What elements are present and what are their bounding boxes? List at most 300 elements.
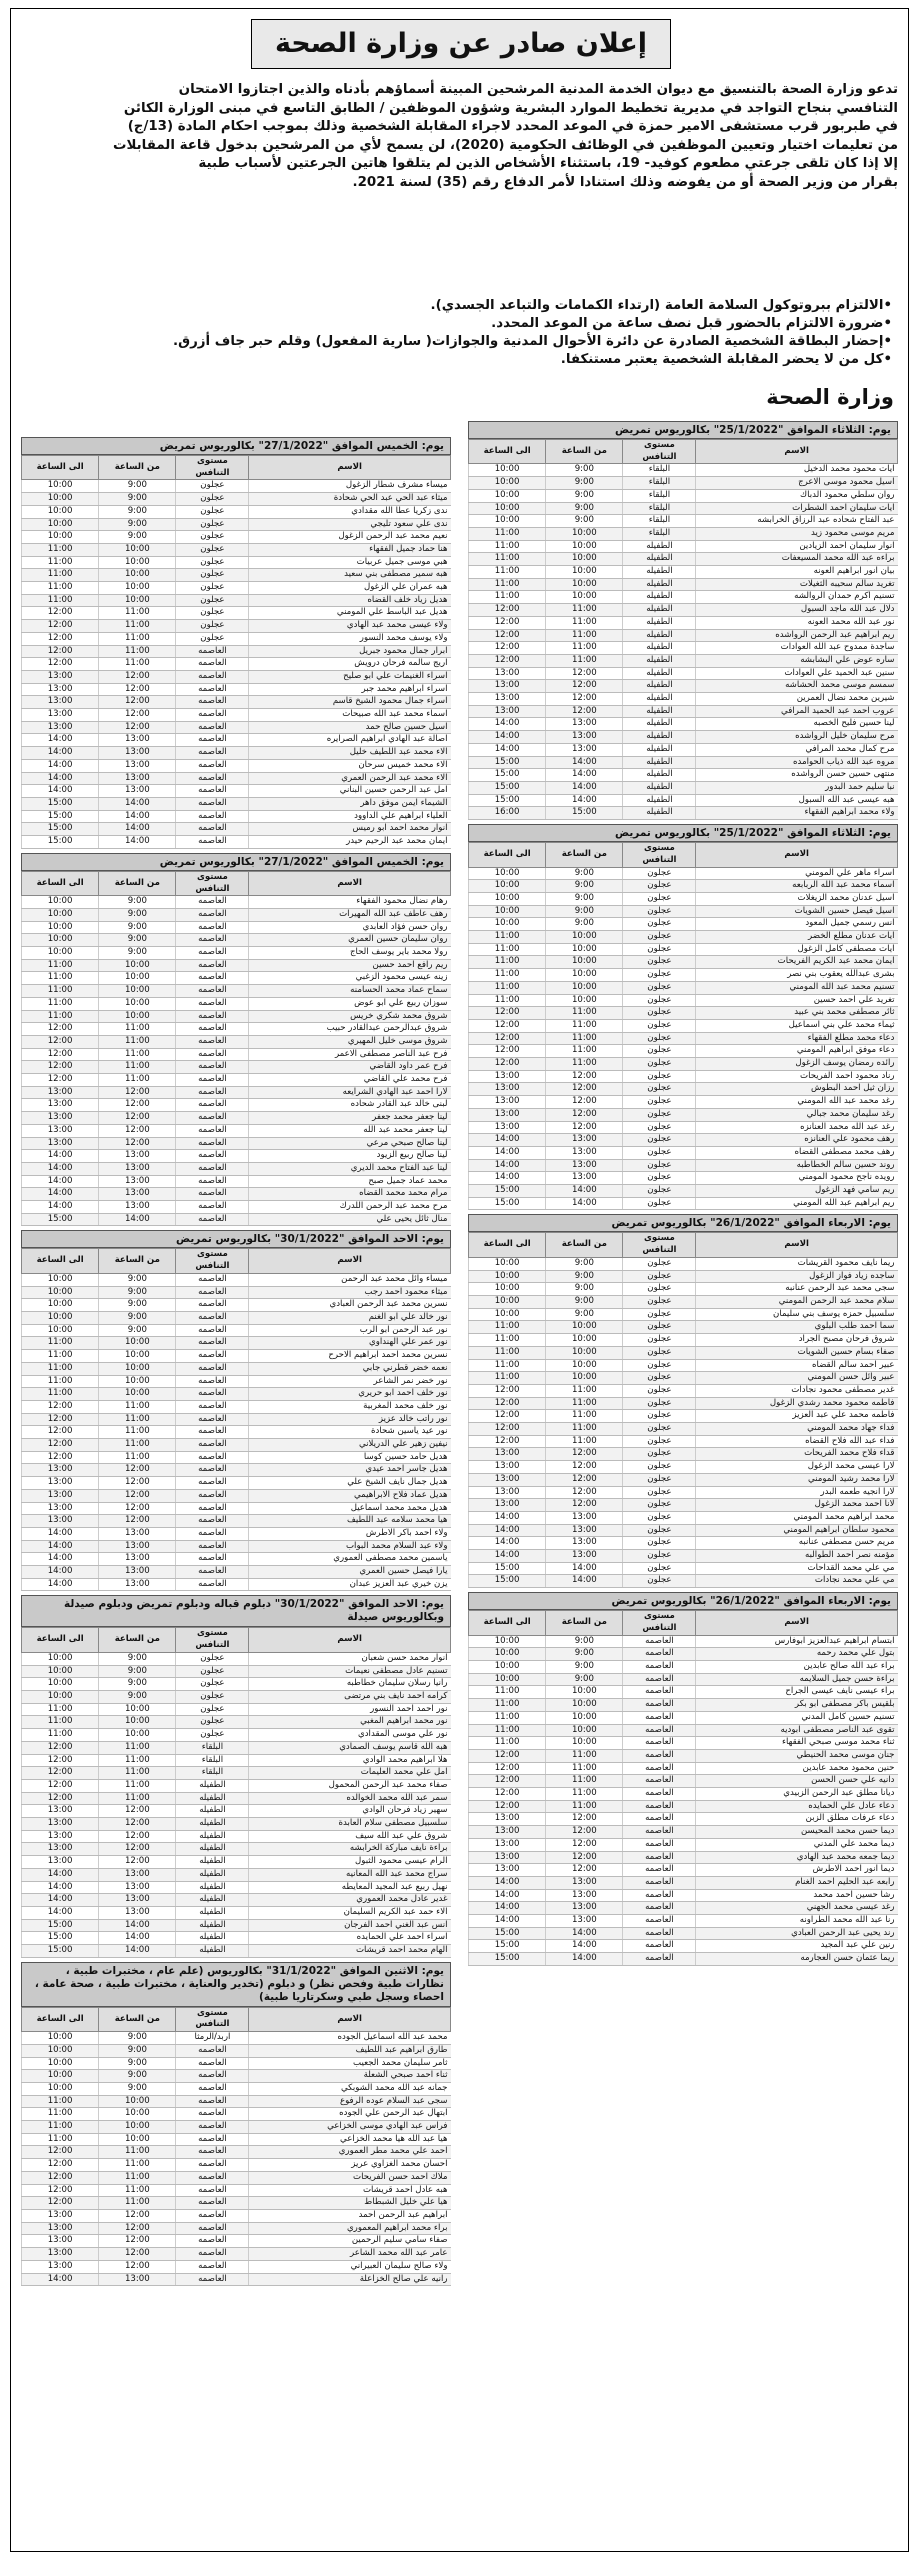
competition-level: العاصمه — [176, 2235, 249, 2248]
candidate-name: مرح كمال محمد المرافي — [696, 743, 898, 756]
candidate-name: رهف عاطف عبد الله المهيرات — [249, 908, 451, 921]
end-time: 14:00 — [22, 1162, 99, 1175]
end-time: 10:00 — [22, 908, 99, 921]
end-time: 12:00 — [22, 2159, 99, 2172]
competition-level: الطفيله — [176, 1830, 249, 1843]
end-time: 11:00 — [22, 1362, 99, 1375]
intro-line: التنافسي بنجاح التواجد في مديرية تخطيط الموارد البشرية وشؤون الموظفين / الطابق التاسع في مبنى الوزارة الكائن — [123, 100, 898, 116]
candidate-name: نور عبد الله محمد العونه — [696, 616, 898, 629]
candidate-name: براءة نايف مباركة الخرابشه — [249, 1843, 451, 1856]
end-time: 15:00 — [22, 1932, 99, 1945]
competition-level: العاصمه — [176, 2222, 249, 2235]
start-time: 9:00 — [99, 2032, 176, 2045]
start-time: 14:00 — [99, 797, 176, 810]
end-time: 11:00 — [22, 985, 99, 998]
competition-level: العاصمه — [623, 1915, 696, 1928]
candidate-name: دعاء عرفات مطلق الزبن — [696, 1813, 898, 1826]
competition-level: العاصمه — [176, 772, 249, 785]
candidate-name: يارا فيصل حسين العمري — [249, 1566, 451, 1579]
table-row — [469, 1737, 898, 1750]
competition-level: الطفيله — [623, 667, 696, 680]
end-time: 15:00 — [22, 797, 99, 810]
competition-level: العاصمه — [176, 2108, 249, 2121]
table-row — [22, 696, 451, 709]
competition-level: العاصمه — [176, 1515, 249, 1528]
competition-level: العاصمه — [176, 747, 249, 760]
table-row — [469, 1334, 898, 1347]
end-time: 11:00 — [469, 969, 546, 982]
end-time: 12:00 — [469, 1788, 546, 1801]
table-row — [469, 1902, 898, 1915]
start-time: 9:00 — [546, 515, 623, 528]
candidate-name: هبه الله قاسم يوسف الصمادي — [249, 1741, 451, 1754]
end-time: 12:00 — [22, 2171, 99, 2184]
table-row — [22, 1919, 451, 1932]
start-time: 9:00 — [546, 1648, 623, 1661]
column-header-level: مستوى التنافس — [623, 843, 696, 867]
start-time: 11:00 — [99, 1048, 176, 1061]
competition-level: العاصمه — [176, 1553, 249, 1566]
intro-line: بقرار من وزير الصحة أو من يفوضه وذلك استنادا لأمر الدفاع رقم (35) لسنة 2021. — [352, 174, 898, 190]
competition-level: عجلون — [623, 918, 696, 931]
competition-level: الطفيله — [623, 693, 696, 706]
end-time: 12:00 — [22, 645, 99, 658]
start-time: 12:00 — [546, 693, 623, 706]
start-time: 11:00 — [546, 1800, 623, 1813]
table-row — [22, 947, 451, 960]
start-time: 13:00 — [99, 1553, 176, 1566]
end-time: 13:00 — [469, 1851, 546, 1864]
table-row — [22, 2171, 451, 2184]
table-row — [469, 1648, 898, 1661]
end-time: 13:00 — [22, 1124, 99, 1137]
schedule-section — [21, 1962, 451, 2286]
start-time: 11:00 — [99, 2197, 176, 2210]
end-time: 10:00 — [469, 1648, 546, 1661]
end-time: 11:00 — [469, 1724, 546, 1737]
table-row — [469, 1851, 898, 1864]
table-row — [469, 1257, 898, 1270]
end-time: 11:00 — [469, 994, 546, 1007]
competition-level: عجلون — [176, 1729, 249, 1742]
start-time: 10:00 — [99, 556, 176, 569]
end-time: 13:00 — [22, 670, 99, 683]
table-row — [22, 1439, 451, 1452]
competition-level: العاصمه — [176, 1451, 249, 1464]
start-time: 11:00 — [546, 1775, 623, 1788]
competition-level: العاصمه — [176, 1137, 249, 1150]
competition-level: عجلون — [176, 1716, 249, 1729]
end-time: 12:00 — [22, 2146, 99, 2159]
end-time: 12:00 — [22, 2197, 99, 2210]
table-row — [22, 1312, 451, 1325]
competition-level: العاصمه — [176, 1010, 249, 1023]
candidate-name: غدير عادل محمد العموري — [249, 1894, 451, 1907]
candidate-name: نور عبد الرحمن ابو الرب — [249, 1324, 451, 1337]
table-row — [469, 1435, 898, 1448]
end-time: 14:00 — [469, 1172, 546, 1185]
candidate-name: مرح سليمان خليل الرواشده — [696, 731, 898, 744]
table-row — [22, 734, 451, 747]
candidate-name: نور احمد احمد النسور — [249, 1703, 451, 1716]
start-time: 14:00 — [99, 810, 176, 823]
start-time: 14:00 — [546, 1953, 623, 1966]
table-row — [22, 1010, 451, 1023]
section-title: يوم: الاربعاء الموافق "26/1/2022" بكالوريوس تمريض — [468, 1214, 898, 1232]
end-time: 14:00 — [469, 718, 546, 731]
competition-level: العاصمه — [176, 1362, 249, 1375]
start-time: 14:00 — [546, 1197, 623, 1210]
instruction-item: • إحضار البطاقة الشخصية الصادرة عن دائرة الأحوال المدنية والجوازات( سارية المفعول) وقلم حبر جاف أزرق. — [21, 333, 892, 351]
start-time: 12:00 — [546, 1499, 623, 1512]
competition-level: البلقاء — [623, 515, 696, 528]
table-row — [22, 1112, 451, 1125]
end-time: 10:00 — [22, 1652, 99, 1665]
competition-level: العاصمه — [176, 2197, 249, 2210]
candidate-name: ولاء يوسف محمد النسور — [249, 632, 451, 645]
table-row — [22, 569, 451, 582]
start-time: 10:00 — [99, 1375, 176, 1388]
competition-level: العاصمه — [176, 1312, 249, 1325]
candidate-name: لينا حسين فليح الخصبه — [696, 718, 898, 731]
end-time: 12:00 — [469, 616, 546, 629]
candidate-name: ثائر مصطفى محمد بني عبيد — [696, 1007, 898, 1020]
candidate-name: ديما محمد علي المدني — [696, 1838, 898, 1851]
competition-level: العاصمه — [176, 896, 249, 909]
start-time: 14:00 — [546, 1927, 623, 1940]
table-row — [469, 1749, 898, 1762]
start-time: 11:00 — [99, 1035, 176, 1048]
candidate-name: طارق ابراهيم عبد اللطيف — [249, 2044, 451, 2057]
start-time: 13:00 — [546, 1511, 623, 1524]
end-time: 10:00 — [22, 2057, 99, 2070]
end-time: 13:00 — [22, 1856, 99, 1869]
start-time: 10:00 — [99, 1010, 176, 1023]
competition-level: العاصمه — [176, 1099, 249, 1112]
table-row — [22, 480, 451, 493]
start-time: 13:00 — [99, 747, 176, 760]
table-row — [469, 1762, 898, 1775]
start-time: 10:00 — [99, 1362, 176, 1375]
candidate-name: سمسم موسى محمد الحشاشه — [696, 680, 898, 693]
competition-level: العاصمه — [176, 1035, 249, 1048]
end-time: 15:00 — [469, 781, 546, 794]
start-time: 13:00 — [99, 1150, 176, 1163]
start-time: 11:00 — [99, 1767, 176, 1780]
candidate-name: اصالة عبد الهادي ابراهيم الصرايره — [249, 734, 451, 747]
candidate-name: رغد عبد الله محمد العنانزه — [696, 1121, 898, 1134]
candidate-name: قداء فلاح محمد الفريحات — [696, 1448, 898, 1461]
competition-level: العاصمه — [176, 2057, 249, 2070]
column-header-name: الاسم — [249, 871, 451, 895]
column-header-from: من الساعة — [99, 871, 176, 895]
end-time: 12:00 — [469, 1384, 546, 1397]
competition-level: الطفيله — [176, 1779, 249, 1792]
candidate-name: ايمان محمد عبد الرحيم حيدر — [249, 836, 451, 849]
candidate-name: براءة حسن جميل السلايمه — [696, 1673, 898, 1686]
section-title: يوم: الثلاثاء الموافق "25/1/2022" بكالوريوس تمريض — [468, 824, 898, 842]
table-row — [22, 1061, 451, 1074]
start-time: 12:00 — [99, 696, 176, 709]
end-time: 14:00 — [469, 1134, 546, 1147]
end-time: 11:00 — [22, 569, 99, 582]
announcement-page — [10, 8, 909, 2552]
end-time: 14:00 — [22, 1578, 99, 1591]
competition-level: عجلون — [176, 493, 249, 506]
end-time: 10:00 — [469, 464, 546, 477]
competition-level: العاصمه — [176, 1388, 249, 1401]
table-row — [22, 1137, 451, 1150]
start-time: 12:00 — [546, 1864, 623, 1877]
start-time: 14:00 — [99, 823, 176, 836]
competition-level: العاصمه — [176, 759, 249, 772]
competition-level: العاصمه — [176, 1188, 249, 1201]
candidate-name: رغد محمد عبد الله المومني — [696, 1096, 898, 1109]
table-row — [22, 747, 451, 760]
candidate-name: نسرين محمد عبد الرحمن العبادي — [249, 1299, 451, 1312]
start-time: 10:00 — [546, 1711, 623, 1724]
candidate-name: ميثاء عبد الحي عبد الحي شحادة — [249, 493, 451, 506]
end-time: 10:00 — [22, 493, 99, 506]
end-time: 14:00 — [22, 747, 99, 760]
start-time: 10:00 — [99, 543, 176, 556]
start-time: 10:00 — [546, 994, 623, 1007]
end-time: 12:00 — [22, 607, 99, 620]
start-time: 10:00 — [546, 1686, 623, 1699]
start-time: 9:00 — [99, 1312, 176, 1325]
competition-level: الطفيله — [623, 705, 696, 718]
column-header-to: الى الساعة — [22, 1628, 99, 1652]
competition-level: العاصمه — [176, 1350, 249, 1363]
table-row — [22, 810, 451, 823]
table-row — [469, 1499, 898, 1512]
table-row — [469, 629, 898, 642]
table-row — [22, 921, 451, 934]
column-header-name: الاسم — [249, 2007, 451, 2031]
end-time: 10:00 — [469, 1673, 546, 1686]
candidate-name: دانيه علي حسن الحسن — [696, 1775, 898, 1788]
end-time: 13:00 — [22, 709, 99, 722]
end-time: 12:00 — [22, 1451, 99, 1464]
column-header-name: الاسم — [696, 1611, 898, 1635]
candidate-name: شروق موسى خليل المهيري — [249, 1035, 451, 1048]
competition-level: عجلون — [623, 1473, 696, 1486]
end-time: 11:00 — [469, 956, 546, 969]
competition-level: العاصمه — [176, 1540, 249, 1553]
competition-level: العاصمه — [176, 1048, 249, 1061]
start-time: 12:00 — [99, 2248, 176, 2261]
intro-line: في طبربور قرب مستشفى الامير حمزة في الموعد المحدد لاجراء المقابلة الشخصية وذلك بموجب احكام المادة (13/ج) — [127, 119, 898, 134]
end-time: 10:00 — [469, 905, 546, 918]
competition-level: عجلون — [176, 1703, 249, 1716]
table-row — [22, 1150, 451, 1163]
start-time: 13:00 — [99, 1566, 176, 1579]
table-row — [22, 2082, 451, 2095]
table-row — [469, 1940, 898, 1953]
competition-level: الطفيله — [623, 553, 696, 566]
end-time: 12:00 — [22, 2184, 99, 2197]
table-row — [469, 502, 898, 515]
start-time: 9:00 — [546, 1270, 623, 1283]
candidate-name: نور خضر نمر الشاعر — [249, 1375, 451, 1388]
table-row — [469, 1019, 898, 1032]
competition-level: العاصمه — [623, 1711, 696, 1724]
table-row — [469, 1159, 898, 1172]
end-time: 12:00 — [22, 1035, 99, 1048]
table-row — [469, 553, 898, 566]
end-time: 13:00 — [22, 1464, 99, 1477]
end-time: 12:00 — [22, 1413, 99, 1426]
end-time: 10:00 — [22, 480, 99, 493]
competition-level: العاصمه — [176, 785, 249, 798]
table-row — [22, 2260, 451, 2273]
end-time: 14:00 — [469, 1524, 546, 1537]
end-time: 11:00 — [22, 997, 99, 1010]
candidate-name: رهام نضال محمود الفقهاء — [249, 896, 451, 909]
table-row — [22, 2210, 451, 2223]
candidate-name: لارا محمد رشيد المومني — [696, 1473, 898, 1486]
competition-level: العاصمه — [176, 1477, 249, 1490]
candidate-name: ريم ابراهيم عبد الله المومني — [696, 1197, 898, 1210]
competition-level: الطفيله — [176, 1919, 249, 1932]
end-time: 15:00 — [22, 836, 99, 849]
start-time: 12:00 — [546, 1070, 623, 1083]
table-row — [22, 797, 451, 810]
candidate-name: صفاء محمد عبد الرحمن المحمول — [249, 1779, 451, 1792]
start-time: 11:00 — [99, 1439, 176, 1452]
table-row — [22, 1932, 451, 1945]
competition-level: عجلون — [623, 943, 696, 956]
candidate-name: ابراهيم عبد الرحمن احمد — [249, 2210, 451, 2223]
start-time: 13:00 — [99, 1906, 176, 1919]
start-time: 10:00 — [99, 1388, 176, 1401]
start-time: 12:00 — [99, 1830, 176, 1843]
table-row — [22, 721, 451, 734]
start-time: 11:00 — [546, 1788, 623, 1801]
candidate-name: احمد علي محمد مطر العموري — [249, 2146, 451, 2159]
start-time: 13:00 — [546, 1550, 623, 1563]
table-row — [469, 1032, 898, 1045]
table-row — [22, 2197, 451, 2210]
start-time: 14:00 — [99, 1932, 176, 1945]
table-row — [469, 1889, 898, 1902]
end-time: 11:00 — [469, 1699, 546, 1712]
candidate-name: جنان موسى محمد الحنيطي — [696, 1749, 898, 1762]
candidate-name: ثامر سليمان محمد الجعيب — [249, 2057, 451, 2070]
candidate-name: اسراء احمد علي الحمايده — [249, 1932, 451, 1945]
competition-level: الطفيله — [623, 629, 696, 642]
candidate-name: رنين علي عبد المجيد — [696, 1940, 898, 1953]
end-time: 16:00 — [469, 807, 546, 820]
competition-level: العاصمه — [623, 1699, 696, 1712]
end-time: 11:00 — [469, 1359, 546, 1372]
start-time: 14:00 — [546, 1562, 623, 1575]
competition-level: العاصمه — [623, 1749, 696, 1762]
end-time: 12:00 — [22, 1426, 99, 1439]
candidate-name: تسنيم اكرم حمدان الروالشه — [696, 591, 898, 604]
end-time: 13:00 — [22, 1489, 99, 1502]
candidate-name: لارا انجيه طعمه البدر — [696, 1486, 898, 1499]
candidate-name: رند يحيى عبد الرحمن العبادي — [696, 1927, 898, 1940]
candidate-name: مي علي محمد القداحات — [696, 1562, 898, 1575]
table-row — [22, 632, 451, 645]
end-time: 12:00 — [22, 1061, 99, 1074]
table-row — [469, 1397, 898, 1410]
competition-level: العاصمه — [176, 1502, 249, 1515]
candidate-name: رزان ثيل احمد البطوش — [696, 1083, 898, 1096]
end-time: 12:00 — [469, 1058, 546, 1071]
candidate-name: اسيل عدنان محمد الزيغلات — [696, 892, 898, 905]
table-row — [469, 731, 898, 744]
start-time: 11:00 — [99, 645, 176, 658]
competition-level: عجلون — [176, 1690, 249, 1703]
candidate-name: منتهى حسين حسن الرواشده — [696, 769, 898, 782]
end-time: 13:00 — [22, 1818, 99, 1831]
table-row — [22, 2184, 451, 2197]
table-row — [469, 1699, 898, 1712]
start-time: 15:00 — [546, 807, 623, 820]
competition-level: الطفيله — [176, 1906, 249, 1919]
start-time: 10:00 — [546, 1346, 623, 1359]
candidate-name: روند حسين سالم الخطاطبه — [696, 1159, 898, 1172]
start-time: 14:00 — [546, 781, 623, 794]
end-time: 13:00 — [22, 1805, 99, 1818]
start-time: 11:00 — [99, 2171, 176, 2184]
start-time: 12:00 — [99, 1464, 176, 1477]
candidate-name: ساجده زياد فواز الزغول — [696, 1270, 898, 1283]
table-row — [22, 620, 451, 633]
instruction-item: • ضرورة الالتزام بالحضور قبل نصف ساعة من الموعد المحدد. — [21, 315, 892, 333]
start-time: 9:00 — [546, 502, 623, 515]
start-time: 10:00 — [546, 1359, 623, 1372]
competition-level: العاصمه — [176, 1023, 249, 1036]
candidate-name: ساره عوض علي البشابشه — [696, 654, 898, 667]
candidate-name: نور علي موسى المقدادي — [249, 1729, 451, 1742]
end-time: 11:00 — [22, 1350, 99, 1363]
end-time: 12:00 — [22, 1754, 99, 1767]
table-row — [22, 1324, 451, 1337]
column-header-level: مستوى التنافس — [176, 1249, 249, 1273]
competition-level: عجلون — [623, 1270, 696, 1283]
ministry-label: وزارة الصحة — [766, 385, 894, 409]
table-row — [469, 515, 898, 528]
candidate-name: هديل جاسر احمد عيدي — [249, 1464, 451, 1477]
start-time: 10:00 — [546, 1334, 623, 1347]
start-time: 9:00 — [99, 1678, 176, 1691]
end-time: 12:00 — [22, 1023, 99, 1036]
competition-level: العاصمه — [176, 2210, 249, 2223]
candidate-name: اسراء جمال محمود الشيخ قاسم — [249, 696, 451, 709]
competition-level: الطفيله — [623, 566, 696, 579]
candidate-name: مريم موسى محمود زيد — [696, 527, 898, 540]
end-time: 12:00 — [469, 604, 546, 617]
start-time: 9:00 — [546, 1660, 623, 1673]
table-row — [469, 1108, 898, 1121]
end-time: 10:00 — [469, 1257, 546, 1270]
competition-level: العاصمه — [176, 1566, 249, 1579]
competition-level: العاصمه — [176, 2273, 249, 2286]
table-row — [469, 680, 898, 693]
competition-level: العاصمه — [176, 721, 249, 734]
end-time: 10:00 — [22, 1690, 99, 1703]
table-row — [22, 1652, 451, 1665]
competition-level: العاصمه — [176, 1086, 249, 1099]
candidate-name: غدير مصطفى محمود نجادات — [696, 1384, 898, 1397]
competition-level: العاصمه — [176, 2133, 249, 2146]
end-time: 11:00 — [469, 578, 546, 591]
column-header-to: الى الساعة — [22, 1249, 99, 1273]
competition-level: الطفيله — [176, 1792, 249, 1805]
